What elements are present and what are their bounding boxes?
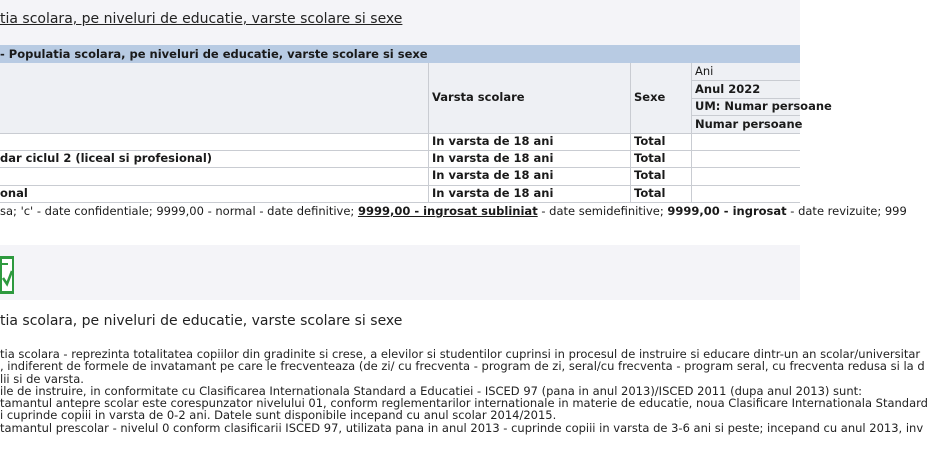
row-varsta: In varsta de 18 ani: [432, 186, 554, 200]
grid-line: [0, 185, 800, 186]
grid-line: [0, 167, 800, 168]
legend-row: [0, 204, 907, 219]
excel-export-icon[interactable]: [0, 256, 14, 294]
col-header-ani: Ani: [695, 64, 714, 78]
col-header-anul[interactable]: Anul 2022: [695, 82, 761, 96]
row-nivel: dar ciclul 2 (liceal si profesional): [0, 151, 213, 165]
row-nivel: onal: [0, 186, 28, 200]
grid-line: [0, 133, 800, 134]
description-line: tamantul antepre scolar este corespunzator nivelului 01, conform reglementarilor internationale in materie de educatie, noua Clasificare Internationala Standard: [0, 396, 928, 411]
description-line: tamantul prescolar - nivelul 0 conform clasificarii ISCED 97, utilizata pana in anul 2013 - cuprinde copiii in varsta de 3-6 ani si peste; incepand cu anul 2013, inv: [0, 420, 924, 435]
row-sexe: Total: [634, 186, 666, 200]
col-header-um: UM: Numar persoane: [695, 99, 832, 113]
description-line: lii si de varsta.: [0, 371, 84, 386]
row-varsta: In varsta de 18 ani: [432, 134, 554, 148]
legend-text: - date revizuite; 999: [786, 204, 907, 218]
description-line: i cuprinde copiii in varsta de 0-2 ani. Datele sunt disponibile incepand cu anul scolar 2014/2015.: [0, 408, 557, 423]
col-header-varsta: Varsta scolare: [432, 90, 525, 104]
row-sexe: Total: [634, 151, 666, 165]
legend-underlined: 9999,00 - ingrosat subliniat: [357, 204, 538, 218]
table-header-bar: [0, 45, 800, 63]
legend-text: - date semidefinitive;: [537, 204, 668, 218]
table-head-bg: [0, 63, 803, 133]
description-line: , indiferent de formele de invatamant pe care le frecventeaza (de zi/ cu frecventa - program de zi, seral/cu frecventa - program seral, cu frecventa redusa si la d: [0, 359, 925, 374]
row-varsta: In varsta de 18 ani: [432, 151, 554, 165]
row-sexe: Total: [634, 168, 666, 182]
row-varsta: In varsta de 18 ani: [432, 168, 554, 182]
legend-bold: 9999,00 - ingrosat: [667, 204, 787, 218]
legend-text: sa; 'c' - date confidentiale; 9999,00 - normal - date definitive;: [0, 204, 358, 218]
section-title: tia scolara, pe niveluri de educatie, varste scolare si sexe: [0, 313, 403, 329]
page-title[interactable]: tia scolara, pe niveluri de educatie, varste scolare si sexe: [0, 11, 403, 27]
col-header-sexe: Sexe: [634, 90, 666, 104]
description-line: tia scolara - reprezinta totalitatea copiilor din gradinite si crese, a elevilor si studentilor cuprinsi in procesul de instruire si educare dintr-un an scolar/universitar: [0, 347, 921, 361]
col-header-numar: Numar persoane: [695, 117, 803, 131]
table-title: - Populatia scolara, pe niveluri de educatie, varste scolare si sexe: [0, 47, 428, 61]
row-sexe: Total: [634, 134, 666, 148]
description-text: [0, 347, 928, 435]
grid-line: [0, 202, 800, 203]
description-line: ile de instruire, in conformitate cu Clasificarea Internationala Standard a Educatiei - ISCED 97 (pana in anul 2013)/ISCED 2011 (dupa anul 2013) sunt:: [0, 383, 863, 398]
